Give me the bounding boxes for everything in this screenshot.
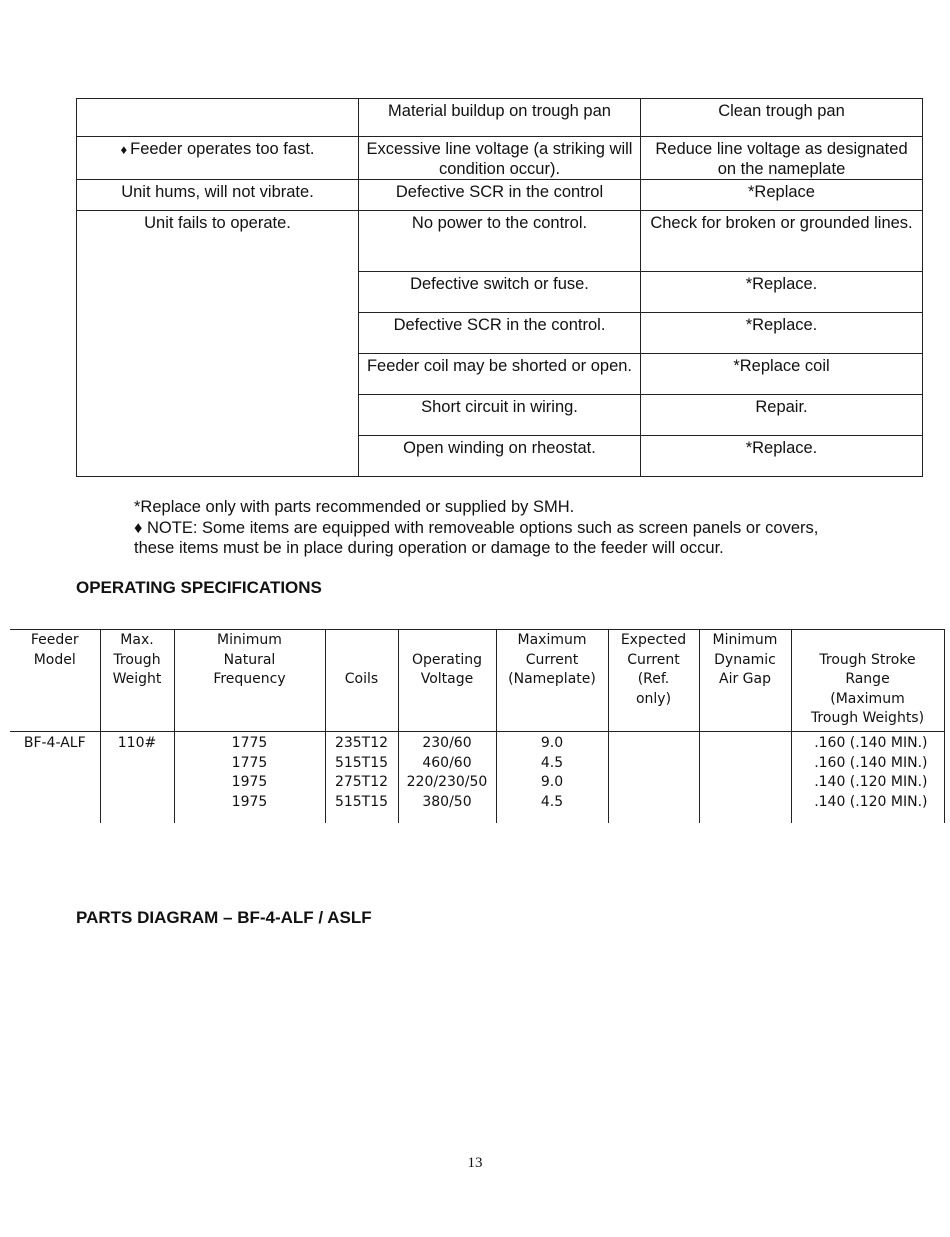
model-cell: BF-4-ALF bbox=[10, 731, 100, 753]
problem-text: Feeder operates too fast. bbox=[130, 140, 315, 158]
current-cell: 4.5 bbox=[496, 793, 608, 823]
air-gap-cell bbox=[699, 773, 791, 793]
cause-cell: Material buildup on trough pan bbox=[359, 99, 641, 137]
header-max-trough-weight: Max. Trough Weight bbox=[100, 630, 174, 732]
problem-cell: Unit fails to operate. bbox=[77, 211, 359, 477]
stroke-cell: .160 (.140 MIN.) bbox=[791, 731, 944, 753]
coils-cell: 235T12 bbox=[325, 731, 398, 753]
frequency-cell: 1775 bbox=[174, 754, 325, 774]
voltage-cell: 460/60 bbox=[398, 754, 496, 774]
current-cell: 4.5 bbox=[496, 754, 608, 774]
problem-cell bbox=[77, 99, 359, 137]
frequency-cell: 1975 bbox=[174, 793, 325, 823]
stroke-cell: .160 (.140 MIN.) bbox=[791, 754, 944, 774]
voltage-cell: 230/60 bbox=[398, 731, 496, 753]
expected-cell bbox=[608, 773, 699, 793]
cause-cell: Excessive line voltage (a striking will condition occur). bbox=[359, 137, 641, 180]
table-row bbox=[10, 731, 944, 753]
cause-cell: No power to the control. bbox=[359, 211, 641, 272]
coils-cell: 275T12 bbox=[325, 773, 398, 793]
remedy-cell: *Replace. bbox=[641, 436, 923, 477]
diamond-icon: ♦ bbox=[120, 142, 128, 157]
remedy-cell: Check for broken or grounded lines. bbox=[641, 211, 923, 272]
operating-specs-heading: OPERATING SPECIFICATIONS bbox=[76, 578, 322, 597]
air-gap-cell bbox=[699, 731, 791, 753]
parts-diagram-heading: PARTS DIAGRAM – BF-4-ALF / ASLF bbox=[76, 908, 372, 927]
table-row bbox=[77, 211, 923, 272]
table-row bbox=[77, 137, 923, 180]
frequency-cell: 1775 bbox=[174, 731, 325, 753]
weight-cell bbox=[100, 773, 174, 793]
current-cell: 9.0 bbox=[496, 731, 608, 753]
table-row bbox=[10, 773, 944, 793]
remedy-cell: *Replace bbox=[641, 180, 923, 211]
problem-cell bbox=[77, 137, 359, 180]
problem-cell: Unit hums, will not vibrate. bbox=[77, 180, 359, 211]
stroke-cell: .140 (.120 MIN.) bbox=[791, 793, 944, 823]
header-trough-stroke-range: Trough Stroke Range (Maximum Trough Weights) bbox=[791, 630, 944, 732]
header-coils: Coils bbox=[325, 630, 398, 732]
header-max-current: Maximum Current (Nameplate) bbox=[496, 630, 608, 732]
remedy-cell: Clean trough pan bbox=[641, 99, 923, 137]
weight-cell bbox=[100, 793, 174, 823]
cause-cell: Defective switch or fuse. bbox=[359, 272, 641, 313]
coils-cell: 515T15 bbox=[325, 793, 398, 823]
cause-cell: Defective SCR in the control bbox=[359, 180, 641, 211]
weight-cell: 110# bbox=[100, 731, 174, 753]
expected-cell bbox=[608, 793, 699, 823]
header-expected-current: Expected Current (Ref. only) bbox=[608, 630, 699, 732]
remedy-cell: Repair. bbox=[641, 395, 923, 436]
table-row bbox=[10, 793, 944, 823]
cause-cell: Open winding on rheostat. bbox=[359, 436, 641, 477]
cause-cell: Defective SCR in the control. bbox=[359, 313, 641, 354]
replace-note: *Replace only with parts recommended or supplied by SMH. bbox=[134, 498, 575, 516]
remedy-cell: *Replace. bbox=[641, 313, 923, 354]
model-cell bbox=[10, 793, 100, 823]
remedy-cell: *Replace. bbox=[641, 272, 923, 313]
remedy-cell: Reduce line voltage as designated on the nameplate bbox=[641, 137, 923, 180]
air-gap-cell bbox=[699, 793, 791, 823]
weight-cell bbox=[100, 754, 174, 774]
voltage-cell: 220/230/50 bbox=[398, 773, 496, 793]
header-feeder-model: Feeder Model bbox=[10, 630, 100, 732]
warning-note-line-1: ♦ NOTE: Some items are equipped with removeable options such as screen panels or covers, bbox=[134, 518, 819, 537]
air-gap-cell bbox=[699, 754, 791, 774]
cause-cell: Short circuit in wiring. bbox=[359, 395, 641, 436]
coils-cell: 515T15 bbox=[325, 754, 398, 774]
cause-cell: Feeder coil may be shorted or open. bbox=[359, 354, 641, 395]
stroke-cell: .140 (.120 MIN.) bbox=[791, 773, 944, 793]
model-cell bbox=[10, 773, 100, 793]
header-min-natural-frequency: Minimum Natural Frequency bbox=[174, 630, 325, 732]
expected-cell bbox=[608, 731, 699, 753]
voltage-cell: 380/50 bbox=[398, 793, 496, 823]
troubleshooting-table bbox=[76, 98, 923, 477]
frequency-cell: 1975 bbox=[174, 773, 325, 793]
warning-note-line-2: these items must be in place during operation or damage to the feeder will occur. bbox=[134, 539, 724, 557]
table-row bbox=[77, 180, 923, 211]
page-number: 13 bbox=[467, 1155, 483, 1171]
notes-block bbox=[134, 497, 894, 559]
expected-cell bbox=[608, 754, 699, 774]
table-row bbox=[10, 754, 944, 774]
header-operating-voltage: Operating Voltage bbox=[398, 630, 496, 732]
remedy-cell: *Replace coil bbox=[641, 354, 923, 395]
table-row bbox=[77, 99, 923, 137]
operating-specs-table bbox=[10, 629, 945, 823]
model-cell bbox=[10, 754, 100, 774]
header-min-dynamic-air-gap: Minimum Dynamic Air Gap bbox=[699, 630, 791, 732]
header-row bbox=[10, 630, 944, 732]
current-cell: 9.0 bbox=[496, 773, 608, 793]
